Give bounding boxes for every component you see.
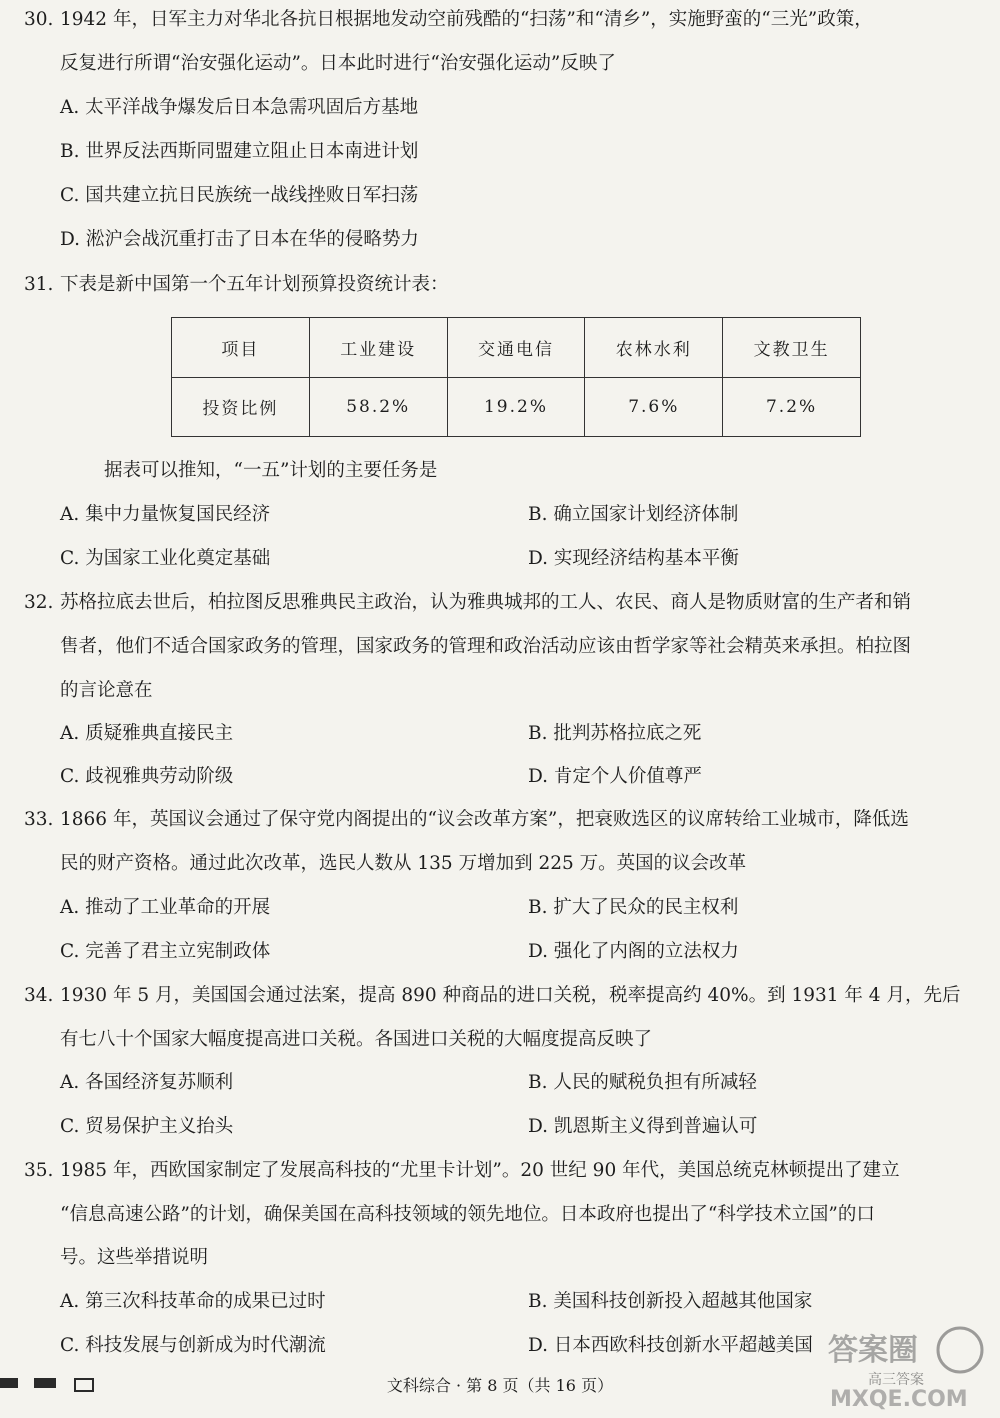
table-cell: 7.6% [585,377,723,437]
watermark-sub: 高三答案 [868,1372,924,1388]
table-cell: 交通电信 [447,318,585,378]
option-a: A. 推动了工业革命的开展 [60,897,271,918]
question-stem-line: 民的财产资格。通过此次改革，选民人数从 135 万增加到 225 万。英国的议会改革 [60,853,747,874]
option-c: C. 贸易保护主义抬头 [60,1116,234,1137]
option-c: C. 完善了君主立宪制政体 [60,941,271,962]
option-b: B. 扩大了民众的民主权利 [528,897,739,918]
table-cell: 58.2% [309,377,447,437]
table-cell: 农林水利 [585,318,723,378]
question-stem-line: 下表是新中国第一个五年计划预算投资统计表： [60,274,449,295]
option-d: D. 实现经济结构基本平衡 [528,548,739,569]
question-number: 31. [24,274,54,295]
option-d: D. 淞沪会战沉重打击了日本在华的侵略势力 [60,229,419,250]
question-stem-line: 号。这些举措说明 [60,1247,209,1268]
option-c: C. 国共建立抗日民族统一战线挫败日军扫荡 [60,185,419,206]
question-stem-line: 1930 年 5 月，美国国会通过法案，提高 890 种商品的进口关税，税率提高约 40%。到 1931 年 4 月，先后 [60,985,961,1006]
option-d: D. 强化了内阁的立法权力 [528,941,739,962]
watermark-url: MXQE.COM [830,1387,968,1412]
question-stem-line: “信息高速公路”的计划，确保美国在高科技领域的领先地位。日本政府也提出了“科学技术立国”的口 [60,1204,875,1225]
table-cell: 投资比例 [172,377,310,437]
option-d: D. 日本西欧科技创新水平超越美国 [528,1335,813,1356]
option-a: A. 太平洋战争爆发后日本急需巩固后方基地 [60,97,419,118]
question-stem-line: 据表可以推知，“一五”计划的主要任务是 [104,460,438,481]
question-number: 33. [24,809,54,830]
question-stem-line: 售者，他们不适合国家政务的管理，国家政务的管理和政治活动应该由哲学家等社会精英来承担。柏拉图 [60,636,912,657]
table-cell: 19.2% [447,377,585,437]
table-cell: 工业建设 [309,318,447,378]
watermark-logo [820,1322,995,1412]
table-cell: 7.2% [723,377,861,437]
question-stem-line: 1942 年，日军主力对华北各抗日根据地发动空前残酷的“扫荡”和“清乡”，实施野蛮的“三光”政策， [60,9,873,30]
option-c: C. 科技发展与创新成为时代潮流 [60,1335,326,1356]
question-stem-line: 反复进行所谓“治安强化运动”。日本此时进行“治安强化运动”反映了 [60,53,616,74]
option-b: B. 批判苏格拉底之死 [528,723,702,744]
table-cell: 项目 [172,318,310,378]
option-d: D. 肯定个人价值尊严 [528,766,702,787]
question-number: 30. [24,9,54,30]
option-d: D. 凯恩斯主义得到普遍认可 [528,1116,758,1137]
question-number: 35. [24,1160,54,1181]
table-cell: 文教卫生 [723,318,861,378]
option-a: A. 质疑雅典直接民主 [60,723,234,744]
question-stem-line: 的言论意在 [60,680,153,701]
question-stem-line: 1985 年，西欧国家制定了发展高科技的“尤里卡计划”。20 世纪 90 年代，美国总统克林顿提出了建立 [60,1160,900,1181]
table-row [172,377,861,437]
option-b: B. 美国科技创新投入超越其他国家 [528,1291,813,1312]
option-b: B. 世界反法西斯同盟建立阻止日本南进计划 [60,141,419,162]
investment-table [171,317,861,437]
table-header-row [172,318,861,378]
option-b: B. 人民的赋税负担有所减轻 [528,1072,757,1093]
page-footer: 文科综合 · 第 8 页（共 16 页） [386,1376,614,1395]
watermark-text: 答案圈 [828,1333,918,1368]
question-number: 32. [24,592,54,613]
option-a: A. 集中力量恢复国民经济 [60,504,271,525]
question-number: 34. [24,985,54,1006]
option-c: C. 为国家工业化奠定基础 [60,548,271,569]
option-b: B. 确立国家计划经济体制 [528,504,739,525]
question-stem-line: 苏格拉底去世后，柏拉图反思雅典民主政治，认为雅典城邦的工人、农民、商人是物质财富的生产者和销 [60,592,912,613]
option-a: A. 第三次科技革命的成果已过时 [60,1291,326,1312]
option-a: A. 各国经济复苏顺利 [60,1072,234,1093]
question-stem-line: 有七八十个国家大幅度提高进口关税。各国进口关税的大幅度提高反映了 [60,1029,653,1050]
question-stem-line: 1866 年，英国议会通过了保守党内阁提出的“议会改革方案”，把衰败选区的议席转给工业城市，降低选 [60,809,909,830]
option-c: C. 歧视雅典劳动阶级 [60,766,234,787]
